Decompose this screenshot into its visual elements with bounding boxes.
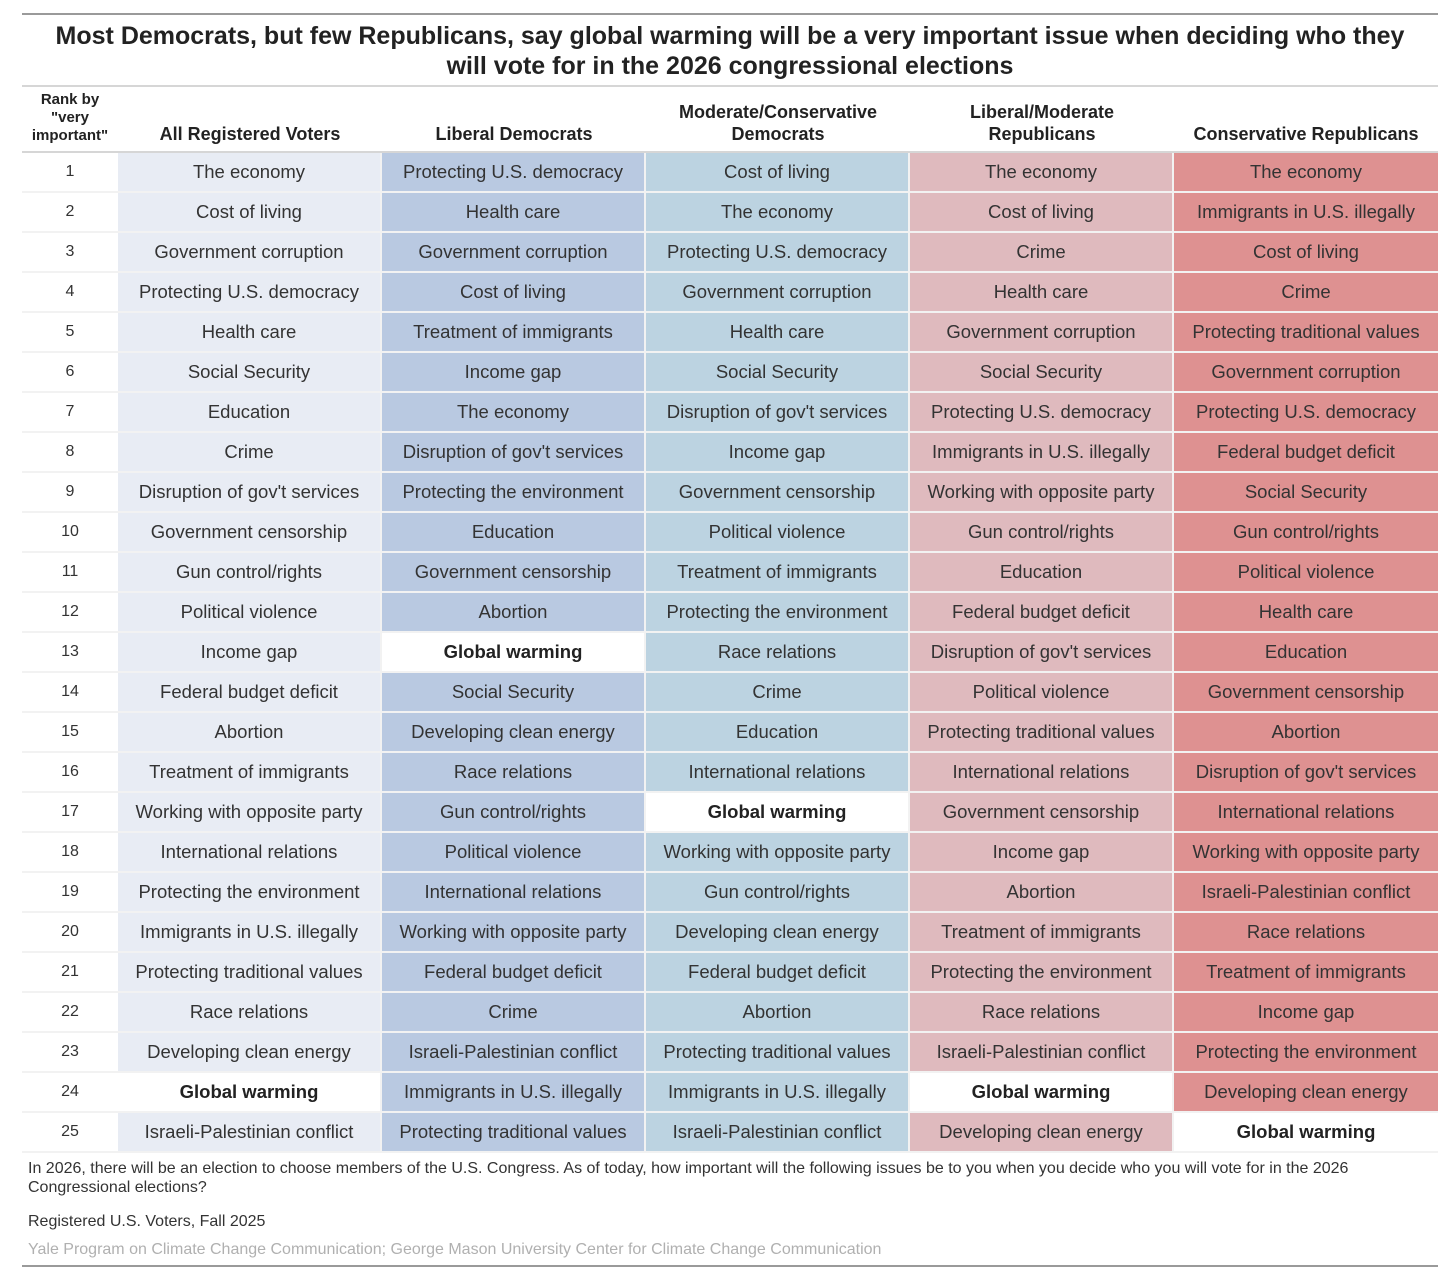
issue-cell: Gun control/rights [1174,513,1438,553]
issue-cell: Protecting the environment [1174,1033,1438,1073]
table-row [22,153,1438,193]
rank-cell: 7 [22,393,118,433]
issue-cell: Gun control/rights [910,513,1174,553]
issue-cell: Political violence [646,513,910,553]
rank-cell: 25 [22,1113,118,1153]
issue-cell: Race relations [118,993,382,1033]
issue-cell: Abortion [910,873,1174,913]
issue-cell: Protecting the environment [382,473,646,513]
issue-cell: Gun control/rights [382,793,646,833]
issue-cell: International relations [1174,793,1438,833]
issue-cell: Income gap [910,833,1174,873]
header-row [22,87,1438,153]
highlighted-issue-cell: Global warming [910,1073,1174,1113]
issue-cell: Israeli-Palestinian conflict [646,1113,910,1153]
issue-cell: Disruption of gov't services [1174,753,1438,793]
issue-cell: Cost of living [1174,233,1438,273]
issue-cell: Health care [118,313,382,353]
highlighted-issue-cell: Global warming [382,633,646,673]
issue-cell: Social Security [382,673,646,713]
rank-cell: 1 [22,153,118,193]
rank-cell: 10 [22,513,118,553]
bottom-rule [22,1265,1438,1267]
table-row [22,793,1438,833]
issue-cell: Crime [118,433,382,473]
table-row [22,713,1438,753]
issue-cell: The economy [1174,153,1438,193]
issue-cell: Protecting U.S. democracy [1174,393,1438,433]
table-row [22,473,1438,513]
issue-cell: Health care [1174,593,1438,633]
issue-cell: Gun control/rights [118,553,382,593]
rank-cell: 2 [22,193,118,233]
table-row [22,433,1438,473]
issue-cell: Developing clean energy [382,713,646,753]
issue-cell: Education [118,393,382,433]
issue-cell: Income gap [382,353,646,393]
issue-cell: Government censorship [382,553,646,593]
issue-cell: Immigrants in U.S. illegally [382,1073,646,1113]
issue-cell: Race relations [910,993,1174,1033]
issue-cell: Immigrants in U.S. illegally [118,913,382,953]
source-credit: Yale Program on Climate Change Communication; George Mason University Center for Climate Change Communication [28,1241,882,1258]
table-row [22,553,1438,593]
table-row [22,833,1438,873]
rank-header: Rank by "very important" [22,87,118,153]
issue-cell: Income gap [1174,993,1438,1033]
rank-cell: 21 [22,953,118,993]
issue-cell: Cost of living [646,153,910,193]
issue-cell: Education [910,553,1174,593]
rank-cell: 5 [22,313,118,353]
issue-cell: Abortion [1174,713,1438,753]
rank-cell: 22 [22,993,118,1033]
rank-cell: 24 [22,1073,118,1113]
rank-cell: 16 [22,753,118,793]
issue-cell: Protecting traditional values [118,953,382,993]
issue-cell: Protecting traditional values [382,1113,646,1153]
issue-cell: Treatment of immigrants [646,553,910,593]
issue-cell: Health care [382,193,646,233]
header-moderate-conservative-democrats: Moderate/Conservative Democrats [646,87,910,153]
rank-cell: 20 [22,913,118,953]
issue-cell: Working with opposite party [1174,833,1438,873]
issue-cell: Federal budget deficit [910,593,1174,633]
rank-cell: 18 [22,833,118,873]
table-row [22,313,1438,353]
issue-cell: Protecting traditional values [646,1033,910,1073]
issue-cell: Crime [910,233,1174,273]
chart-title: Most Democrats, but few Republicans, say global warming will be a very important issue when deciding who they will vote for in the 2026 congressional elections [55,22,1405,80]
table-row [22,393,1438,433]
highlighted-issue-cell: Global warming [1174,1113,1438,1153]
issue-cell: Income gap [646,433,910,473]
issue-cell: Government corruption [118,233,382,273]
issue-cell: Government censorship [1174,673,1438,713]
issue-cell: Disruption of gov't services [382,433,646,473]
header-all-registered-voters: All Registered Voters [118,87,382,153]
issue-cell: Protecting the environment [118,873,382,913]
issue-cell: Immigrants in U.S. illegally [910,433,1174,473]
issue-cell: International relations [118,833,382,873]
issue-cell: Federal budget deficit [118,673,382,713]
issue-cell: International relations [646,753,910,793]
rank-cell: 9 [22,473,118,513]
issue-cell: Cost of living [382,273,646,313]
header-liberal-democrats: Liberal Democrats [382,87,646,153]
issue-cell: Education [646,713,910,753]
ranking-table [22,87,1438,1153]
table-row [22,593,1438,633]
table-row [22,753,1438,793]
issue-cell: Education [1174,633,1438,673]
issue-cell: Crime [1174,273,1438,313]
issue-cell: Israeli-Palestinian conflict [382,1033,646,1073]
issue-cell: Abortion [382,593,646,633]
issue-cell: Gun control/rights [646,873,910,913]
issue-cell: International relations [910,753,1174,793]
highlighted-issue-cell: Global warming [646,793,910,833]
issue-cell: Race relations [646,633,910,673]
issue-cell: Income gap [118,633,382,673]
issue-cell: Political violence [910,673,1174,713]
issue-cell: Race relations [1174,913,1438,953]
issue-cell: The economy [118,153,382,193]
issue-cell: Government corruption [646,273,910,313]
rank-cell: 19 [22,873,118,913]
table-body [22,153,1438,1153]
issue-cell: Treatment of immigrants [910,913,1174,953]
header-conservative-republicans: Conservative Republicans [1174,87,1438,153]
issue-cell: The economy [646,193,910,233]
rank-cell: 15 [22,713,118,753]
issue-cell: International relations [382,873,646,913]
issue-cell: Working with opposite party [646,833,910,873]
issue-cell: Social Security [910,353,1174,393]
issue-cell: Government censorship [910,793,1174,833]
issue-cell: Working with opposite party [118,793,382,833]
issue-cell: Israeli-Palestinian conflict [118,1113,382,1153]
issue-cell: Protecting U.S. democracy [118,273,382,313]
rank-cell: 14 [22,673,118,713]
table-row [22,913,1438,953]
issue-cell: Health care [646,313,910,353]
table-row [22,633,1438,673]
rank-cell: 17 [22,793,118,833]
issue-cell: Social Security [1174,473,1438,513]
issue-cell: Political violence [382,833,646,873]
issue-cell: Protecting U.S. democracy [910,393,1174,433]
issue-cell: Federal budget deficit [1174,433,1438,473]
issue-cell: Political violence [118,593,382,633]
issue-cell: Developing clean energy [910,1113,1174,1153]
rank-cell: 12 [22,593,118,633]
header-liberal-moderate-republicans: Liberal/Moderate Republicans [910,87,1174,153]
table-row [22,993,1438,1033]
rank-cell: 23 [22,1033,118,1073]
issue-cell: Developing clean energy [646,913,910,953]
issue-cell: Protecting traditional values [1174,313,1438,353]
issue-cell: Social Security [118,353,382,393]
issue-cell: Government corruption [910,313,1174,353]
issue-cell: Working with opposite party [382,913,646,953]
issue-cell: Federal budget deficit [382,953,646,993]
issue-cell: Protecting U.S. democracy [382,153,646,193]
issue-cell: Protecting U.S. democracy [646,233,910,273]
issue-cell: Social Security [646,353,910,393]
issue-cell: Protecting traditional values [910,713,1174,753]
rank-cell: 4 [22,273,118,313]
issue-cell: Crime [646,673,910,713]
sample-description: Registered U.S. Voters, Fall 2025 [28,1213,266,1230]
issue-cell: The economy [910,153,1174,193]
issue-cell: Israeli-Palestinian conflict [1174,873,1438,913]
issue-cell: Developing clean energy [118,1033,382,1073]
issue-cell: Disruption of gov't services [646,393,910,433]
table-row [22,673,1438,713]
rank-cell: 13 [22,633,118,673]
issue-cell: Abortion [118,713,382,753]
issue-cell: Working with opposite party [910,473,1174,513]
issue-cell: Israeli-Palestinian conflict [910,1033,1174,1073]
issue-cell: Treatment of immigrants [1174,953,1438,993]
table-row [22,1073,1438,1113]
issue-cell: Cost of living [118,193,382,233]
issue-cell: Immigrants in U.S. illegally [1174,193,1438,233]
rank-cell: 3 [22,233,118,273]
table-row [22,1113,1438,1153]
issue-cell: Treatment of immigrants [382,313,646,353]
table-row [22,1033,1438,1073]
table-row [22,233,1438,273]
issue-cell: Developing clean energy [1174,1073,1438,1113]
issue-cell: Political violence [1174,553,1438,593]
issue-cell: Government corruption [382,233,646,273]
table-row [22,273,1438,313]
highlighted-issue-cell: Global warming [118,1073,382,1113]
issue-cell: Education [382,513,646,553]
rank-cell: 11 [22,553,118,593]
issue-cell: Protecting the environment [646,593,910,633]
issue-cell: Immigrants in U.S. illegally [646,1073,910,1113]
issue-cell: Government censorship [646,473,910,513]
issue-cell: Race relations [382,753,646,793]
chart-container [22,13,1438,1267]
rank-cell: 8 [22,433,118,473]
issue-cell: Federal budget deficit [646,953,910,993]
table-row [22,513,1438,553]
issue-cell: Disruption of gov't services [118,473,382,513]
issue-cell: The economy [382,393,646,433]
rank-cell: 6 [22,353,118,393]
issue-cell: Disruption of gov't services [910,633,1174,673]
issue-cell: Government censorship [118,513,382,553]
table-row [22,953,1438,993]
issue-cell: Cost of living [910,193,1174,233]
issue-cell: Abortion [646,993,910,1033]
issue-cell: Treatment of immigrants [118,753,382,793]
table-row [22,193,1438,233]
table-row [22,353,1438,393]
issue-cell: Protecting the environment [910,953,1174,993]
question-footnote: In 2026, there will be an election to choose members of the U.S. Congress. As of today, how important will the following issues be to you when you decide who you will vote for in the 2026 Congressional elections? [28,1160,1349,1196]
table-row [22,873,1438,913]
issue-cell: Health care [910,273,1174,313]
issue-cell: Crime [382,993,646,1033]
issue-cell: Government corruption [1174,353,1438,393]
